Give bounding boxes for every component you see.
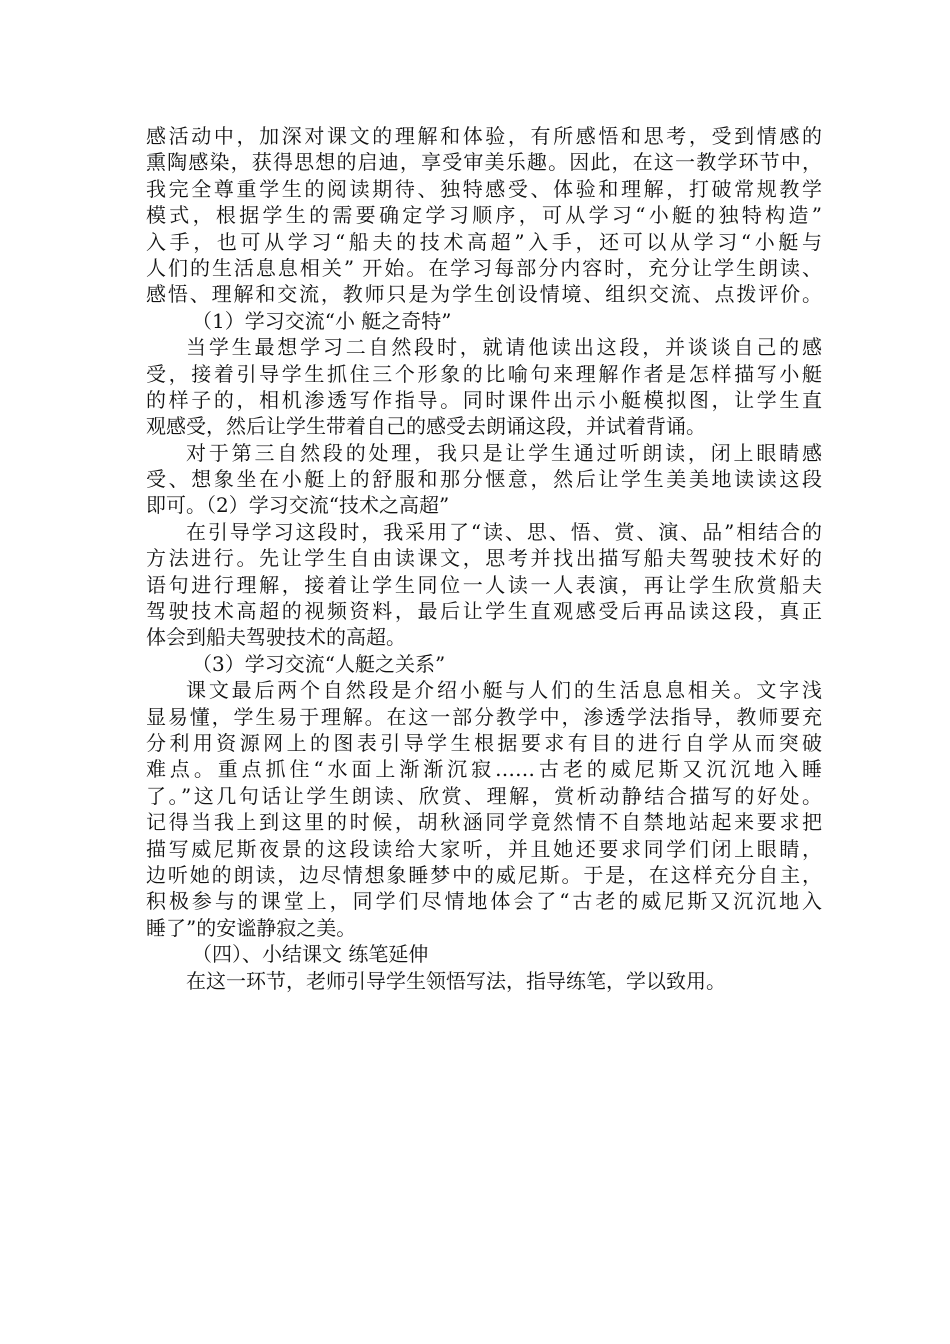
text-line: 感活动中，加深对课文的理解和体验，有所感悟和思考，受到情感的 <box>146 124 822 148</box>
section-heading: （3）学习交流“人艇之关系” <box>192 651 446 676</box>
section-heading: （四）、小结课文 练笔延伸 <box>192 942 429 967</box>
text-line: 对于第三自然段的处理，我只是让学生通过听朗读，闭上眼睛感 <box>186 440 822 465</box>
text-line: 在引导学习这段时，我采用了“读、思、悟、赏、演、品”相结合的 <box>186 519 822 544</box>
text-line: 方法进行。先让学生自由读课文，思考并找出描写船夫驾驶技术好的 <box>146 546 822 571</box>
text-line: 感悟、理解和交流，教师只是为学生创设情境、组织交流、点拨评价。 <box>146 282 822 307</box>
text-line: 睡了”的安谧静寂之美。 <box>146 915 357 940</box>
text-line: 了。”这几句话让学生朗读、欣赏、理解，赏析动静结合描写的好处。 <box>146 783 822 808</box>
text-line: 分利用资源网上的图表引导学生根据要求有目的进行自学从而突破 <box>146 730 822 755</box>
section-heading: （1）学习交流“小 艇之奇特” <box>192 308 452 333</box>
text-line: 边听她的朗读，边尽情想象睡梦中的威尼斯。于是，在这样充分自主， <box>146 862 822 887</box>
text-line: 观感受，然后让学生带着自己的感受去朗诵这段，并试着背诵。 <box>146 414 706 439</box>
text-line: 课文最后两个自然段是介绍小艇与人们的生活息息相关。文字浅 <box>186 678 822 703</box>
text-line: 显易懂，学生易于理解。在这一部分教学中，渗透学法指导，教师要充 <box>146 704 822 729</box>
text-line: 入手，也可从学习“船夫的技术高超”入手，还可以从学习“小艇与 <box>146 229 822 254</box>
text-line: 语句进行理解，接着让学生同位一人读一人表演，再让学生欣赏船夫 <box>146 572 822 597</box>
text-line: 体会到船夫驾驶技术的高超。 <box>146 625 406 650</box>
text-line: 人们的生活息息相关” 开始。在学习每部分内容时，充分让学生朗读、 <box>146 255 822 280</box>
text-line: 记得当我上到这里的时候，胡秋涵同学竟然情不自禁地站起来要求把 <box>146 810 822 835</box>
text-line: 模式，根据学生的需要确定学习顺序，可从学习“小艇的独特构造” <box>146 203 822 228</box>
text-line: 驾驶技术高超的视频资料，最后让学生直观感受后再品读这段，真正 <box>146 599 822 624</box>
text-line: 熏陶感染，获得思想的启迪，享受审美乐趣。因此，在这一教学环节中， <box>146 150 822 175</box>
text-line: 难点。重点抓住“水面上渐渐沉寂……古老的威尼斯又沉沉地入睡 <box>146 757 822 782</box>
text-line: 受、想象坐在小艇上的舒服和那分惬意，然后让学生美美地读读这段 <box>146 467 822 492</box>
text-line: 即可。（2）学习交流“技术之高超” <box>146 493 450 518</box>
text-line: 受，接着引导学生抓住三个形象的比喻句来理解作者是怎样描写小艇 <box>146 361 822 386</box>
document-page <box>146 123 822 994</box>
text-line: 在这一环节，老师引导学生领悟写法，指导练笔，学以致用。 <box>186 968 726 993</box>
text-line: 积极参与的课堂上，同学们尽情地体会了“古老的威尼斯又沉沉地入 <box>146 889 822 914</box>
text-line: 当学生最想学习二自然段时，就请他读出这段，并谈谈自己的感 <box>186 335 822 360</box>
text-line: 描写威尼斯夜景的这段读给大家听，并且她还要求同学们闭上眼睛， <box>146 836 822 861</box>
text-line: 的样子的，相机渗透写作指导。同时课件出示小艇模拟图，让学生直 <box>146 387 822 412</box>
text-line: 我完全尊重学生的阅读期待、独特感受、体验和理解，打破常规教学 <box>146 176 822 201</box>
